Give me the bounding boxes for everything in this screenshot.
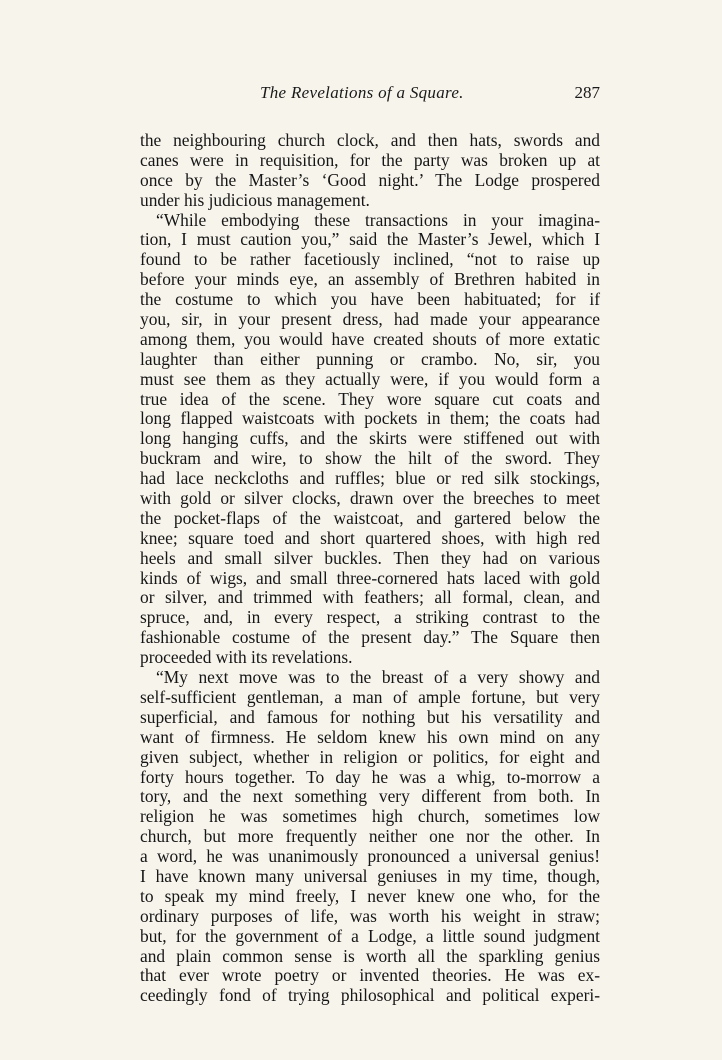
body-text: [140, 131, 600, 1006]
text-line: long hanging cuffs, and the skirts were stiffened out with: [140, 428, 600, 449]
text-line: superficial, and famous for nothing but his versatility and: [140, 706, 600, 727]
text-line: long flapped waistcoats with pockets in them; the coats had: [140, 408, 600, 429]
text-line: canes were in requisition, for the party was broken up at: [140, 149, 600, 170]
text-line: self-sufficient gentleman, a man of ample fortune, but very: [140, 686, 600, 707]
text-line: I have known many universal geniuses in my time, though,: [140, 865, 600, 886]
text-line: kinds of wigs, and small three-cornered hats laced with gold: [140, 567, 600, 588]
text-line: laughter than either punning or crambo. No, sir, you: [140, 348, 600, 369]
text-line: the pocket-flaps of the waistcoat, and gartered below the: [140, 507, 600, 528]
text-line: must see them as they actually were, if you would form a: [140, 368, 600, 389]
text-line: the neighbouring church clock, and then hats, swords and: [140, 130, 600, 150]
text-line: a word, he was unanimously pronounced a universal genius!: [140, 846, 600, 867]
text-line: but, for the government of a Lodge, a little sound judgment: [140, 925, 600, 946]
text-line: buckram and wire, to show the hilt of the sword. They: [140, 448, 600, 469]
text-line: tion, I must caution you,” said the Master’s Jewel, which I: [140, 229, 600, 250]
text-line: tory, and the next something very different from both. In: [140, 786, 600, 807]
text-line: once by the Master’s ‘Good night.’ The Lodge prospered: [140, 169, 600, 190]
text-line: among them, you would have created shouts of more extatic: [140, 328, 600, 349]
page-header: [140, 83, 600, 107]
text-line: you, sir, in your present dress, had made your appearance: [140, 309, 600, 330]
text-line: “My next move was to the breast of a very showy and: [156, 667, 600, 688]
running-title: The Revelations of a Square.: [260, 83, 464, 102]
page-number: 287: [574, 83, 600, 102]
text-line: and plain common sense is worth all the sparkling genius: [140, 945, 600, 966]
text-line: spruce, and, in every respect, a striking contrast to the: [140, 607, 600, 628]
text-line: that ever wrote poetry or invented theories. He was ex-: [140, 965, 600, 986]
text-line: before your minds eye, an assembly of Brethren habited in: [140, 269, 600, 290]
text-line: had lace neckcloths and ruffles; blue or red silk stockings,: [140, 468, 600, 489]
text-line: under his judicious management.: [140, 189, 370, 210]
text-line: true idea of the scene. They wore square cut coats and: [140, 388, 600, 409]
text-line: the costume to which you have been habituated; for if: [140, 289, 600, 310]
text-line: “While embodying these transactions in your imagina-: [156, 209, 600, 230]
text-line: want of firmness. He seldom knew his own mind on any: [140, 726, 600, 747]
text-line: or silver, and trimmed with feathers; all formal, clean, and: [140, 587, 600, 608]
text-line: forty hours together. To day he was a whig, to-morrow a: [140, 766, 600, 787]
text-line: proceeded with its revelations.: [140, 647, 353, 668]
text-line: ordinary purposes of life, was worth his weight in straw;: [140, 905, 600, 926]
text-line: heels and small silver buckles. Then they had on various: [140, 547, 600, 568]
text-line: religion he was sometimes high church, sometimes low: [140, 806, 600, 827]
text-line: church, but more frequently neither one nor the other. In: [140, 826, 600, 847]
text-line: fashionable costume of the present day.” The Square then: [140, 627, 600, 648]
text-line: found to be rather facetiously inclined, “not to raise up: [140, 249, 600, 270]
text-line: ceedingly fond of trying philosophical and political experi-: [140, 985, 600, 1006]
text-line: with gold or silver clocks, drawn over the breeches to meet: [140, 488, 600, 509]
text-line: knee; square toed and short quartered shoes, with high red: [140, 527, 600, 548]
text-line: given subject, whether in religion or politics, for eight and: [140, 746, 600, 767]
text-line: to speak my mind freely, I never knew one who, for the: [140, 885, 600, 906]
